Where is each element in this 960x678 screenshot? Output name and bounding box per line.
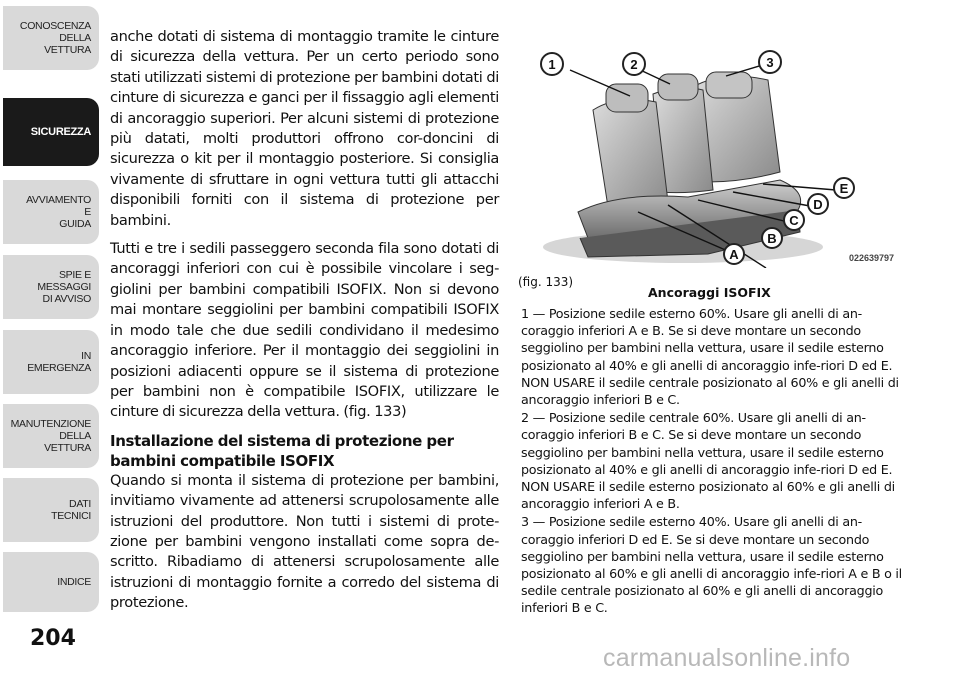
tab-manutenzione-della-vettura[interactable]: MANUTENZIONE DELLA VETTURA — [3, 404, 99, 468]
callout-B-label: B — [767, 231, 777, 246]
callout-E-label: E — [839, 181, 849, 196]
chapter-sidebar — [0, 0, 104, 678]
callout-3 — [759, 51, 781, 73]
tab-in-emergenza[interactable]: IN EMERGENZA — [3, 330, 99, 394]
callout-A — [724, 244, 744, 264]
tab-conoscenza-della-vettura[interactable]: CONOSCENZA DELLA VETTURA — [3, 6, 99, 70]
watermark: carmanualsonline.info — [603, 644, 851, 672]
callout-D — [808, 194, 828, 214]
callout-C — [784, 210, 804, 230]
caption-item-3: 3 — Posizione sedile esterno 40%. Usare gli anelli di an-coraggio inferiori D ed E. Se si deve montare un secondo seggiolino per bambini nella vettura, usare il sedile esterno posizionato al 60% e gli anelli di ancoraggio infe-riori A e B o il sedile centrale posizionato al 60% e gli anelli di ancoraggio inferiori B e C. — [521, 514, 902, 616]
main-text-column — [110, 27, 499, 622]
paragraph-installation: Quando si monta il sistema di protezione per bambini, invitiamo vivamente ad attenersi scrupolosamente alle istruzioni del produttore. Non tutti i sistemi di prote-zione per bambini vengono installati come sopra de-scritto. Ribadiamo di attenersi scrupolosamente alle istruzioni di montaggio fornite a corredo del sistema di protezione. — [110, 471, 499, 612]
section-heading: Installazione del sistema di protezione per bambini compatibile ISOFIX — [110, 431, 454, 470]
paragraph-isofix-anchors: Tutti e tre i sedili passeggero seconda fila sono dotati di ancoraggi inferiori con cui è possibile vincolare i seg-giolini per bambini compatibili ISOFIX. Non si devono mai montare seggiolini per bambini compatibili ISOFIX in modo tale che due sedili condividano il medesimo ancoraggio inferiore. Per il montaggio dei seggiolini in posizioni adiacenti oppure se il sistema di protezione per bambini non è compatibile ISOFIX, utilizzare le cinture di sicurezza della vettura. (fig. 133) — [110, 240, 499, 421]
callout-3-label: 3 — [766, 55, 774, 70]
callout-A-label: A — [729, 247, 739, 262]
figure-title: Ancoraggi ISOFIX — [648, 285, 771, 300]
caption-item-1: 1 — Posizione sedile esterno 60%. Usare gli anelli di an-coraggio inferiori A e B. Se si deve montare un secondo seggiolino per bambini nella vettura, usare il sedile esterno posizionato al 40% e gli anelli di ancoraggio infe-riori D ed E. NON USARE il sedile centrale posizionato al 60% e gli anelli di ancoraggio inferiori B e C. — [521, 306, 899, 408]
caption-item-2: 2 — Posizione sedile centrale 60%. Usare gli anelli di an-coraggio inferiori B e C. Se si deve montare un secondo seggiolino per bambini nella vettura, usare il sedile esterno posizionato al 40% e gli anelli di ancoraggio infe-riori D ed E. NON USARE il sedile esterno posizionato al 60% e gli anelli di ancoraggio inferiori A e B. — [521, 410, 895, 512]
callout-1-label: 1 — [548, 57, 556, 72]
seat-back-left — [593, 99, 668, 207]
callout-E — [834, 178, 854, 198]
headrest-right — [706, 72, 752, 98]
tab-avviamento-e-guida[interactable]: AVVIAMENTO E GUIDA — [3, 180, 99, 244]
seat-illustration — [518, 42, 898, 268]
tab-spie-e-messaggi[interactable]: SPIE E MESSAGGI DI AVVISO — [3, 255, 99, 319]
caption-column — [521, 305, 906, 618]
tab-sicurezza[interactable]: SICUREZZA — [3, 98, 99, 166]
figure-code: 022639797 — [848, 253, 894, 263]
tab-dati-tecnici[interactable]: DATI TECNICI — [3, 478, 99, 542]
callout-2 — [623, 53, 645, 75]
headrest-center — [658, 74, 698, 100]
callout-1 — [541, 53, 563, 75]
page-number: 204 — [30, 626, 76, 651]
isofix-seats-drawing — [518, 42, 898, 268]
figure-reference: (fig. 133) — [518, 275, 574, 289]
tab-indice[interactable]: INDICE — [3, 552, 99, 612]
paragraph-intro: anche dotati di sistema di montaggio tramite le cinture di sicurezza della vettura. Per un certo periodo sono stati utilizzati sistemi di protezione per bambini dotati di cinture di sicurezza e ganci per il fissaggio agli elementi di ancoraggio superiori. Per alcuni sistemi di protezione più datati, molti produttori offrono cor-doncini di sicurezza o kit per il montaggio posteriore. Si consiglia vivamente di sfruttare in ogni vettura tutti gli attacchi disponibili forniti con il sistema di protezione per bambini. — [110, 28, 499, 229]
callout-D-label: D — [813, 197, 823, 212]
callout-B-visible — [762, 228, 782, 248]
callout-2-label: 2 — [630, 57, 638, 72]
callout-C-label: C — [789, 213, 799, 228]
